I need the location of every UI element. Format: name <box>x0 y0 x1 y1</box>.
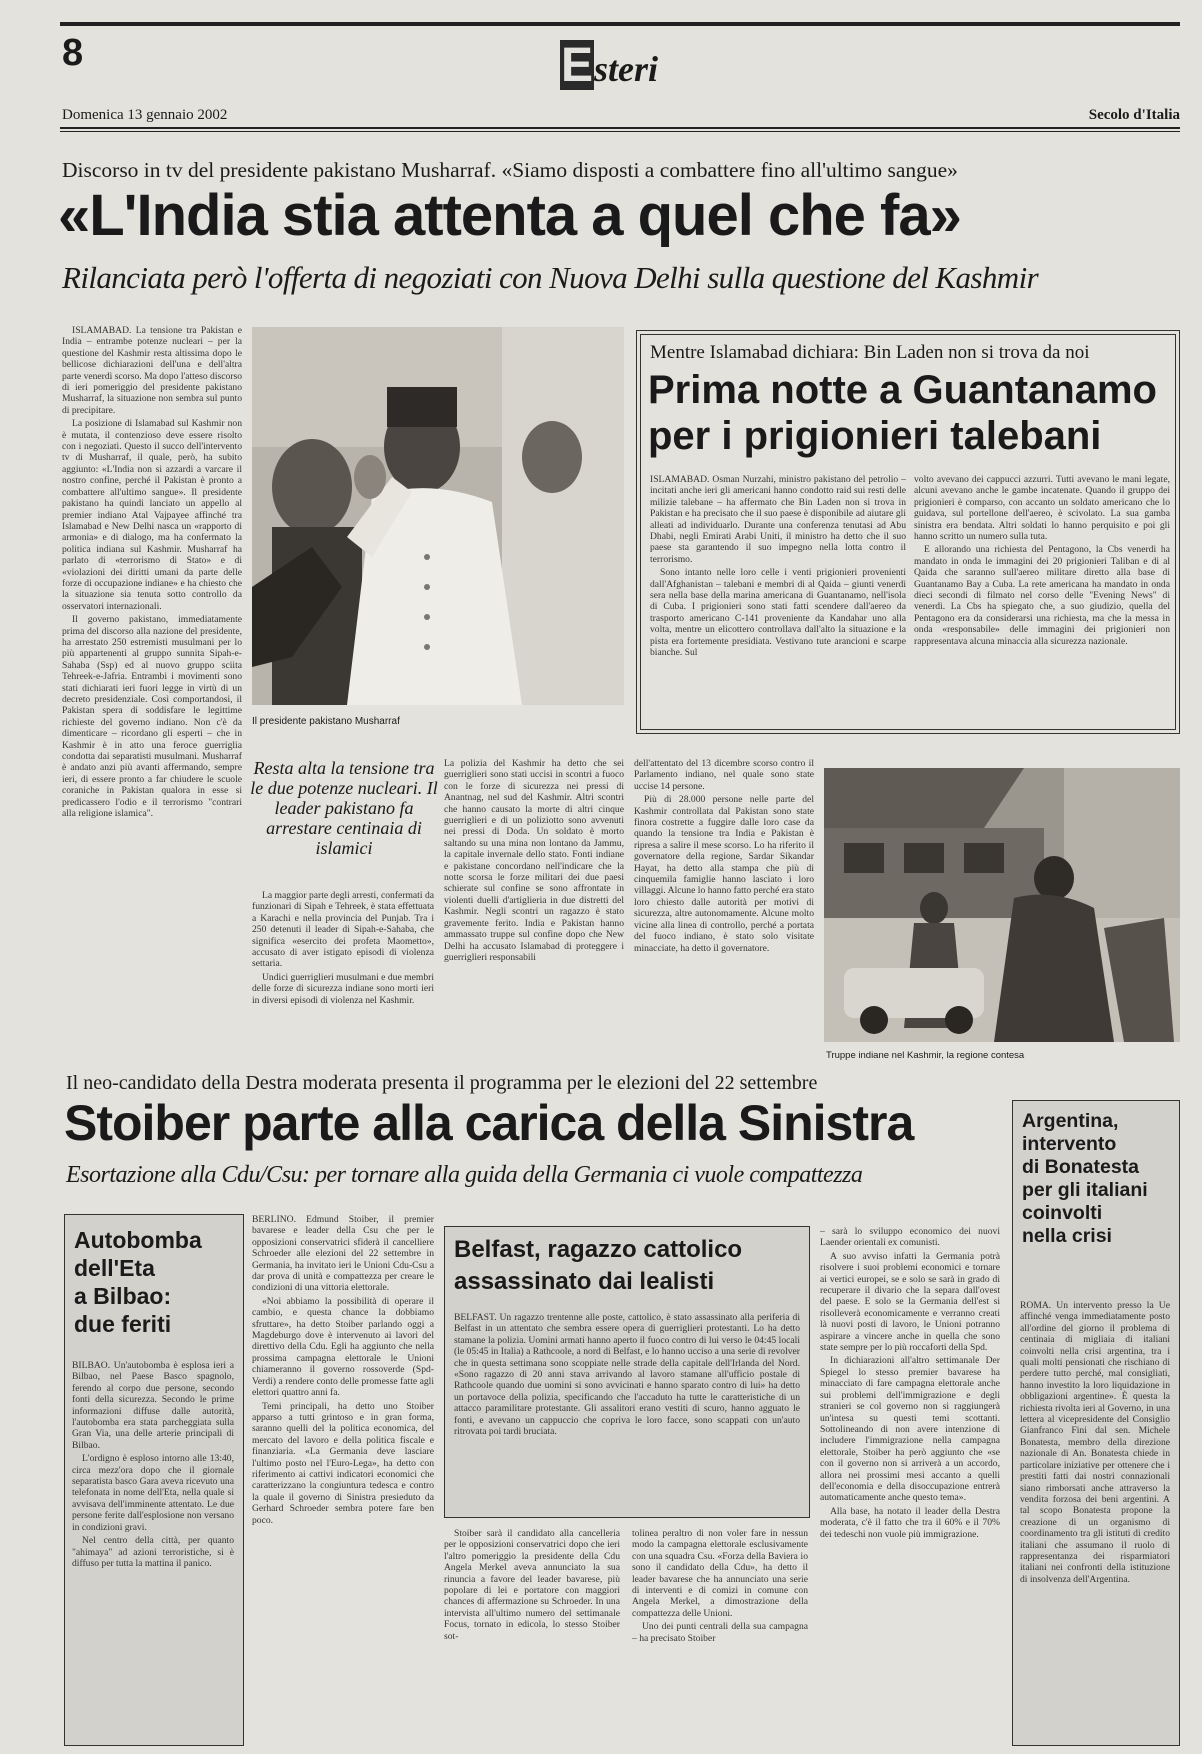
paragraph: Stoiber sarà il candidato alla cancelleria per le opposizioni conservatrici dopo che ieri l'altro pomeriggio la presidente della Cdu Angela Merkel aveva annunciato la sua rinuncia a favore del leader bavarese, più popolare di lei e portatore con maggiori chances di affermazione su Schroeder. In una intervista all'ultimo numero del settimanale Focus, tornato in edicola, lo stesso Stoiber sot- <box>444 1528 620 1642</box>
paragraph: Il governo pakistano, immediatamente prima del discorso alla nazione del presidente, ha arrestato 250 estremisti musulmani per lo più appartenenti al gruppo sunnita Sipah-e-Sahaba (Ssp) ed al nuovo gruppo sciita Tehreek-e-Jafria. Entrambi i movimenti sono stati dichiarati ieri fuori legge in virtù di un decreto presidenziale. Così comportandosi, il Pakistan spera di soddisfare le legittime richieste del governo indiano. Non c'è da dimenticare – ricordano gli esperti – che in Kashmir è in atto una feroce guerriglia condotta dai separatisti musulmani. Musharraf è andato anzi più avanti affermando, sempre ieri, di essere pronto a far chiudere le scuole coraniche in Pakistan qualora in esse si predicassero l'odio e il terrorismo "contrari alla religione islamica". <box>62 614 242 820</box>
argentina-headline <box>1022 1110 1178 1248</box>
paragraph: La polizia del Kashmir ha detto che sei guerriglieri sono stati uccisi in scontri a fuoco con le forze di sicurezza nei pressi di Anantnag, nel sud del Kashmir. Altri scontri che hanno causato la morte di altri cinque guerriglieri e di un poliziotto sono avvenuti nei pressi di Doda. Un soldato è morto saltando su una mina non lontano da Jammu, la capitale invernale dello stato. Fonti indiane e pakistane concordano nell'indicare che la notte scorsa le forze militari dei due paesi schierate sul confine se sono affrontate in violenti duelli d'artiglieria in due distretti del Kashmir. Negli scontri un ragazzo è stato gravemente ferito. India e Pakistan hanno ammassato truppe sul confine dopo che New Delhi ha accusato Islamabad di proteggere i guerriglieri responsabili <box>444 758 624 963</box>
lead-column-1 <box>62 325 242 1055</box>
issue-date: Domenica 13 gennaio 2002 <box>62 107 228 123</box>
stoiber-column-1 <box>252 1214 434 1744</box>
paragraph: BELFAST. Un ragazzo trentenne alle poste, cattolico, è stato assassinato alla periferia di Belfast in un attentato che sembra essere opera di guerriglieri protestanti. Lo ha detto stamane la polizia. Uomini armati hanno aperto il fuoco contro di lui verso le 04:45 locali (le 05:45 in Italia) a Rathcoole, a nord di Belfast, e lo hanno ucciso a una serie di revolver che in questa settimana sono scoppiate nelle strade della capitale dell'Irlanda del Nord. «Sono ragazzo di 20 anni stava arrivando al lavoro stamane all'ufficio postale di Rathcoole quando due uomini si sono avvicinati e hanno sparato contro di lui» ha detto un portavoce della polizia, specificando che l'accaduto ha tutte le caratteristiche di un attacco paramilitare protestante. Gli assalitori erano vestiti di scuro, hanno agguato le fonti, e avevano un cappuccio che copriva le loro facce, sono scappati con un'auto ritrovata poi tardi bruciata. <box>454 1312 800 1438</box>
top-rule <box>60 22 1180 26</box>
stoiber-column-4 <box>820 1226 1000 1744</box>
paragraph: – sarà lo sviluppo economico dei nuovi Laender orientali ex comunisti. <box>820 1226 1000 1249</box>
paragraph: «Noi abbiamo la possibilità di operare il cambio, e questa chance la dobbiamo sfruttare», ha detto Stoiber parlando oggi a Magdeburgo dove è intervenuto ai lavori del direttivo della Cdu. Egli ha aggiunto che nella prossima campagna elettorale le Unioni chiameranno il governo rossoverde (Spd-Verdi) a rendere conto delle promesse fatte agli elettori quattro anni fa. <box>252 1295 434 1399</box>
lead-pullquote: Resta alta la tensione tra le due potenze nucleari. Il leader pakistano fa arrestare centinaia di islamici <box>250 758 438 858</box>
kashmir-photo-caption: Truppe indiane nel Kashmir, la regione contesa <box>826 1050 1025 1061</box>
section-initial: E <box>560 39 593 92</box>
headline-line: intervento <box>1022 1133 1117 1155</box>
paragraph: ISLAMABAD. La tensione tra Pakistan e India – entrambe potenze nucleari – per la questione del Kashmir resta altissima dopo le bellicose dichiarazioni dell'una e dell'altra parte venerdì scorso. Ma dopo l'atteso discorso di ieri pomeriggio del presidente pakistano Musharraf, la situazione non sembra sul punto di precipitare. <box>62 325 242 416</box>
autobomba-body <box>72 1360 234 1738</box>
headline-line: due feriti <box>74 1311 172 1337</box>
paragraph: La maggior parte degli arresti, confermati da funzionari di Sipah e Tehreek, è stata effettuata a Karachi e nella provincia del Punjab. Tra i 250 detenuti il leader di Sipah-e-Sahaba, che significa «esercito dei profeta Maometto», accusato di aver istigato episodi di violenza settaria. <box>252 890 434 970</box>
section-rest: steri <box>594 49 659 89</box>
lead-column-3 <box>444 758 624 1055</box>
paragraph: A suo avviso infatti la Germania potrà risolvere i suoi problemi economici e tornare ai vertici europei, se e solo se sarà in grado di recuperare il divario che la separa dall'ovest del paese. E solo se la Germania dell'est si risolleverà economicamente e verranno creati là nuovi posti di lavoro, le Unioni potranno aspirare a vincere anche in quella che sono state sempre per lo più roccaforti della Spd. <box>820 1250 1000 1354</box>
headline-line: Autobomba <box>74 1227 202 1253</box>
header-rule <box>60 127 1180 129</box>
kashmir-troops-photo <box>824 768 1180 1042</box>
paragraph: La posizione di Islamabad sul Kashmir non è mutata, il contenzioso deve essere risolto con i negoziati. Questo il succo dell'intervento tv di Musharraf, il quale, però, ha subito aggiunto: «L'India non si azzardi a varcare il nostro confine, perché il Pakistan è pronto a combattere all'ultimo sangue». Il presidente pakistano ha quindi lanciato un appello al premier indiano Atal Vajpayee affinché tra Islamabad e New Delhi nasca un «rapporto di armonia» e di dialogo, ma ha confermato la politica indiana sul Kashmir. Musharraf ha parlato di «terrorismo di Stato» e di «violazioni dei diritti umani da parte delle forze di occupazione indiane» e ha chiesto che la situazione sia tenuta sotto controllo da osservatori internazionali. <box>62 418 242 612</box>
paragraph: dell'attentato del 13 dicembre scorso contro il Parlamento indiano, nel quale sono state uccise 14 persone. <box>634 758 814 792</box>
autobomba-headline <box>74 1226 242 1338</box>
headline-line: di Bonatesta <box>1022 1156 1140 1178</box>
page-number: 8 <box>62 32 84 74</box>
headline-line: a Bilbao: <box>74 1283 172 1309</box>
stoiber-kicker: Il neo-candidato della Destra moderata presenta il programma per le elezioni del 22 settembre <box>66 1072 818 1094</box>
paragraph: Più di 28.000 persone nelle parte del Kashmir controllata dal Pakistan sono state finora costrette a fuggire dalle loro case da quando la tensione tra India e Pakistan è ripresa a salire il mese scorso. Lo ha riferito il governatore della regione, Sardar Sikandar Hayat, ha detto alla stampa che più di cinquemila famiglie hanno lasciato i loro villaggi. Alcune lo hanno fatto perché era stato loro chiesto dalle autorità per motivi di sicurezza, altre autonomamente. Alcune molto vicine alla linea di controllo, perché a portata del fuoco indiano, è stato solo visitate minacciate, ha detto il governatore. <box>634 794 814 954</box>
lead-column-2 <box>252 890 434 1055</box>
paragraph: BERLINO. Edmund Stoiber, il premier bavarese e leader della Csu che per le opposizioni conservatrici sfiderà il cancelliere Schroeder alle elezioni del 22 settembre in Germania, ha invitato ieri le Unioni Cdu-Csu a dar prova di unità e compattezza per creare le condizioni di una vittoria elettorale. <box>252 1214 434 1294</box>
headline-line: dell'Eta <box>74 1255 155 1281</box>
headline-line: per gli italiani <box>1022 1179 1148 1201</box>
lead-column-4 <box>634 758 814 1055</box>
stoiber-column-3 <box>632 1528 808 1744</box>
guantanamo-kicker: Mentre Islamabad dichiara: Bin Laden non si trova da noi <box>650 342 1090 363</box>
paragraph: Uno dei punti centrali della sua campagna – ha precisato Stoiber <box>632 1621 808 1644</box>
paragraph: ROMA. Un intervento presso la Ue affinché venga immediatamente posto all'ordine del giorno il problema di centinaia di migliaia di italiani coinvolti nella crisi argentina, tra i quali molti pensionati che rischiano di perdere tutto perché, mal consigliati, hanno investito la loro liquidazione in obbligazioni argentine». È questa la richiesta rivolta ieri al Governo, in una lettera al vicepresidente del Consiglio Gianfranco Fini dal sen. Michele Bonatesta, membro della direzione nazionale di An. Bonatesta chiede in particolare iniziative per ottenere che i prestiti fatti dai nostri connazionali siano rimborsati anche attraverso la vendita forzosa dei beni argentini. A tal scopo Bonatesta propone la creazione di un organismo di coordinamento tra gli istituti di credito italiani che assumano il ruolo di rappresentanza dei risparmiatori italiani nei confronti della istituzione di insolvenza dell'Argentina. <box>1020 1300 1170 1585</box>
guantanamo-headline-line2: per i prigionieri talebani <box>648 414 1102 458</box>
header-rule-thin <box>60 131 1180 132</box>
stoiber-headline: Stoiber parte alla carica della Sinistra <box>64 1095 914 1151</box>
guantanamo-column-1 <box>650 474 906 724</box>
guantanamo-headline-line1: Prima notte a Guantanamo <box>648 368 1157 412</box>
headline-line: nella crisi <box>1022 1225 1112 1247</box>
belfast-headline-line2: assassinato dai lealisti <box>454 1268 715 1295</box>
stoiber-subheadline: Esortazione alla Cdu/Csu: per tornare alla guida della Germania ci vuole compattezza <box>66 1162 863 1188</box>
headline-line: coinvolti <box>1022 1202 1103 1224</box>
paragraph: E allorando una richiesta del Pentagono, la Cbs venerdì ha mandato in onda le immagini dei 20 prigionieri Taliban e di al Qaida che saranno sull'aereo militare diretto alla base di Guantanamo Bay a Cuba. La rete americana ha mandato in onda dieci secondi di filmato nel corso delle "Evening News" di venerdì. La Cbs ha spiegato che, a suo giudizio, quella del Pentagono era da considerarsi una richiesta, ma che la messa in onda «responsabile» delle immagini dei prigionieri non rappresentava alcuna minaccia alla sicurezza nazionale. <box>914 544 1170 647</box>
kashmir-photo-illustration <box>824 768 1180 1042</box>
paragraph: volto avevano dei cappucci azzurri. Tutti avevano le mani legate, alcuni avevano anche le gambe incatenate. Quando il gruppo dei prigionieri è comparso, con accanto un soldato americano che lo guidava, sul portellone dell'aereo, è scivolato. La sua gamba sinistra era bendata. Altri soldati lo hanno perquisito e poi gli hanno scritto un numero sulla tuta. <box>914 474 1170 543</box>
musharraf-photo <box>252 327 624 705</box>
guantanamo-column-2 <box>914 474 1170 724</box>
headline-line: Argentina, <box>1022 1110 1119 1132</box>
paragraph: Undici guerriglieri musulmani e due membri delle forze di sicurezza indiane sono morti ieri in diversi episodi di violenza nel Kashmir. <box>252 971 434 1006</box>
paragraph: Sono intanto nelle loro celle i venti prigionieri provenienti dall'Afghanistan – talebani e membri di al Qaida – giunti venerdì sera nella base della marina americana di Guantanamo, nell'isola di Cuba. I prigionieri sono stati fatti scendere dall'aereo da trasporto americano C-141 proveniente da Kandahar uno alla volta, mentre un elicottero controllava dall'alto la situazione e la pista era fortemente presidiata. Vestivano tute arancioni e scarpe bianche. Sul <box>650 567 906 659</box>
section-title <box>560 40 658 100</box>
musharraf-photo-caption: Il presidente pakistano Musharraf <box>252 716 400 727</box>
paragraph: L'ordigno è esploso intorno alle 13:40, circa mezz'ora dopo che il giornale separatista basco Gara aveva ricevuto una telefonata in nome dell'Eta, nella quale si avvisava dell'imminente attentato. Le due persone ferite dall'esplosione non versano in condizioni gravi. <box>72 1453 234 1533</box>
paragraph: Alla base, ha notato il leader della Destra moderata, c'è il fatto che tra il 60% e il 70% dei tedeschi non vuole più immigrazione. <box>820 1505 1000 1540</box>
paragraph: BILBAO. Un'autobomba è esplosa ieri a Bilbao, nel Paese Basco spagnolo, ferendo al corpo due persone, secondo fonti della sicurezza. Secondo le prime informazioni diffuse dalle autorità, l'autobomba era stata parcheggiata sulla Gran Via, una delle arterie principali di Bilbao. <box>72 1360 234 1451</box>
paper-name: Secolo d'Italia <box>1088 107 1180 123</box>
belfast-headline-line1: Belfast, ragazzo cattolico <box>454 1236 743 1263</box>
stoiber-column-2 <box>444 1528 620 1744</box>
paragraph: tolinea peraltro di non voler fare in nessun modo la campagna elettorale esclusivamente con una squadra Csu. «Forza della Baviera io sono il candidato della Cdu», ha detto il leader bavarese che ha annunciato una serie di interventi e di comizi in comune con Angela Merkel, a dimostrazione della compattezza delle Unioni. <box>632 1528 808 1619</box>
belfast-body <box>454 1312 800 1510</box>
lead-headline: «L'India stia attenta a quel che fa» <box>58 183 961 248</box>
paragraph: In dichiarazioni all'altro settimanale Der Spiegel lo stesso premier bavarese ha minacciato di fare campagna elettorale anche sui problemi dell'immigrazione e degli stranieri se col governo non si raggiungerà un'intesa su questi temi scottanti. Sottolineando di non avere intenzione di includere l'immigrazione nella campagna elettorale, Stoiber ha però aggiunto che «se con il governo non si arriverà a un accordo, allora nei prossimi mesi accanto a quelli dell'economia e della disoccupazione entrerà automaticamente anche questo tema». <box>820 1355 1000 1504</box>
lead-kicker: Discorso in tv del presidente pakistano Musharraf. «Siamo disposti a combattere fino all'ultimo sangue» <box>62 158 958 182</box>
lead-subheadline: Rilanciata però l'offerta di negoziati con Nuova Delhi sulla questione del Kashmir <box>62 260 1039 295</box>
paragraph: Temi principali, ha detto uno Stoiber apparso a tutti grintoso e in gran forma, saranno quelli del la politica economica, del mercato del lavoro e della politica fiscale e finanziaria. «La Germania deve lasciare l'ultimo posto nel l'Euro-Lega», ha detto con riferimento ai cattivi indicatori economici che caratterizzano la congiuntura tedesca e contro la quale il governo di Sinistra presieduto da Gerhard Schroeder sembra potere fare ben poco. <box>252 1400 434 1526</box>
musharraf-photo-illustration <box>252 327 624 705</box>
paragraph: ISLAMABAD. Osman Nurzahi, ministro pakistano del petrolio – incitati anche ieri gli americani hanno condotto raid sui resti delle milizie talebane – ha affermato che Bin Laden non si trova in Pakistan e ha precisato che il suo paese è disponibile ad aiutare gli alleati ad individuarlo. Durante una conferenza tenutasi ad Abu Dhabi, negli Emirati Arabi Uniti, il ministro ha detto che il suo paese sta garantendo il suo impegno nella lotta contro il terrorismo. <box>650 474 906 565</box>
argentina-body <box>1020 1300 1170 1740</box>
paragraph: Nel centro della città, per quanto "ahimaya" ad azioni terroristiche, si è diffuso per tutta la mattina il panico. <box>72 1535 234 1569</box>
